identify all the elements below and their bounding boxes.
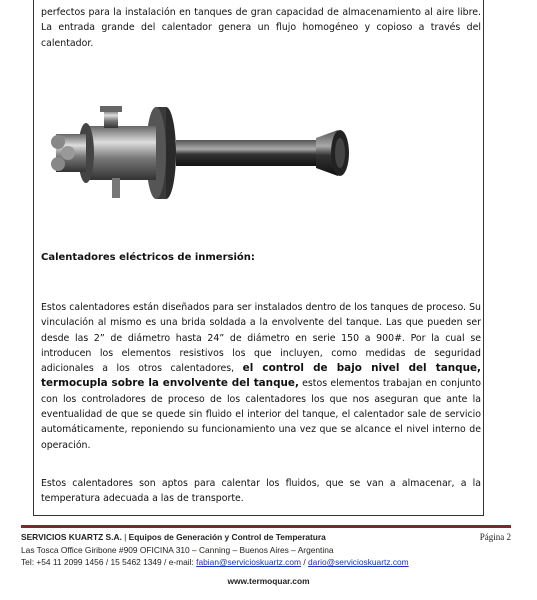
email-link-dario[interactable]: dario@servicioskuartz.com: [308, 557, 409, 567]
footer-contact: [21, 557, 511, 567]
footer-divider: [21, 525, 511, 528]
immersion-heater-image: [46, 104, 356, 204]
paragraph-bold-text: el control de bajo nivel del tanque, termocupla sobre la envolvente del tanque,: [41, 362, 481, 390]
contact-phones: Tel: +54 11 2099 1456 / 15 5462 1349 / e-mail:: [21, 557, 197, 567]
footer-company-line: [21, 532, 511, 542]
company-tagline: Equipos de Generación y Control de Temperatura: [128, 532, 326, 542]
email-link-fabian[interactable]: fabian@servicioskuartz.com: [196, 557, 302, 567]
paragraph-description: [41, 300, 481, 453]
email-separator: /: [301, 557, 308, 567]
footer-address: Las Tosca Office Giribone #909 OFICINA 310 – Canning – Buenos Aires – Argentina: [21, 545, 334, 555]
paragraph-text-a: Estos calentadores están diseñados para ser instalados dentro de los tanques de proceso. Su vinculación al mismo es una brida soldada a la envolvente del tanque. Las que pueden ser desde las 2” de diámetro hasta 24” de diámetro en serie 150 a 900#. Por la cual se introducen los elementos resistivos los que incluyen, como medidas de seguridad adicionales a los otros calentadores,: [41, 302, 481, 375]
paragraph-intro: perfectos para la instalación en tanques de gran capacidad de almacenamiento al aire libre. La entrada grande del calentador genera un flujo homogéneo y copioso a través del calentador.: [41, 7, 481, 49]
page-number: Página 2: [479, 532, 511, 542]
paragraph-closing: Estos calentadores son aptos para calentar los fluidos, que se van a almacenar, a la temperatura adecuada a las de transporte.: [41, 478, 481, 505]
company-name: SERVICIOS KUARTZ S.A.: [21, 532, 122, 542]
section-heading: Calentadores eléctricos de inmersión:: [41, 252, 255, 263]
paragraph-text-b: estos elementos trabajan en conjunto con los controladores de proceso de los calentadores los que nos aseguran que ante la eventualidad de que se quede sin fluido el interior del tanque, el calentador sale de servicio automáticamente, reponiendo su funcionamiento una vez que se alcance el nivel interno de operación.: [41, 378, 481, 451]
footer-separator: |: [121, 532, 129, 542]
footer-website[interactable]: www.termoquar.com: [227, 576, 310, 586]
